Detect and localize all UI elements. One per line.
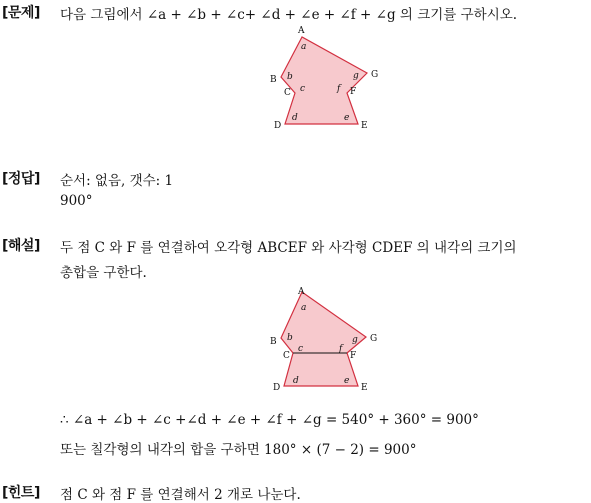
figure-heptagon <box>265 26 385 132</box>
angle-label: e <box>344 113 350 123</box>
problem-tag: [문제] <box>2 5 40 21</box>
solution-tag: [해설] <box>2 238 40 254</box>
vertex-label: E <box>361 121 368 131</box>
vertex-label: G <box>370 334 378 344</box>
vertex-label: G <box>371 70 379 80</box>
solution-line-1: 두 점 C 와 F 를 연결하여 오각형 ABCEF 와 사각형 CDEF 의 내각의 크기의 <box>60 240 517 256</box>
angle-label: b <box>287 333 293 343</box>
hint-tag: [힌트] <box>2 485 40 501</box>
angle-label: d <box>292 113 298 123</box>
angle-label: c <box>300 84 306 94</box>
vertex-label: F <box>350 87 357 97</box>
vertex-label: A <box>298 287 305 297</box>
angle-label: e <box>344 376 350 386</box>
hint-text: 점 C 와 점 F 를 연결해서 2 개로 나눈다. <box>60 487 301 503</box>
angle-label: d <box>293 376 299 386</box>
angle-label: c <box>298 344 304 354</box>
vertex-label: F <box>350 351 357 361</box>
figure-heptagon-split <box>265 284 385 394</box>
angle-label: g <box>353 71 359 81</box>
solution-alternative: 또는 칠각형의 내각의 합을 구하면 180° × (7 − 2) = 900° <box>60 442 417 458</box>
solution-formula: ∴ ∠a + ∠b + ∠c +∠d + ∠e + ∠f + ∠g = 540° + 360° = 900° <box>60 412 479 428</box>
answer-tag: [정답] <box>2 171 40 187</box>
vertex-label: D <box>274 121 282 131</box>
answer-value: 900° <box>60 193 93 209</box>
vertex-label: A <box>298 26 305 36</box>
angle-label: a <box>301 303 307 313</box>
angle-label: g <box>352 335 358 345</box>
vertex-label: B <box>270 337 277 347</box>
vertex-label: D <box>273 383 281 393</box>
angle-label: b <box>287 72 293 82</box>
solution-line-2: 총합을 구한다. <box>60 265 147 281</box>
vertex-label: C <box>283 351 290 361</box>
answer-meta: 순서: 없음, 갯수: 1 <box>60 173 174 189</box>
angle-label: f <box>339 344 343 354</box>
vertex-label: E <box>361 383 368 393</box>
problem-text: 다음 그림에서 ∠a + ∠b + ∠c+ ∠d + ∠e + ∠f + ∠g 의 크기를 구하시오. <box>60 7 518 23</box>
angle-label: f <box>337 84 341 94</box>
vertex-label: B <box>270 75 277 85</box>
vertex-label: C <box>284 88 291 98</box>
angle-label: a <box>301 42 307 52</box>
